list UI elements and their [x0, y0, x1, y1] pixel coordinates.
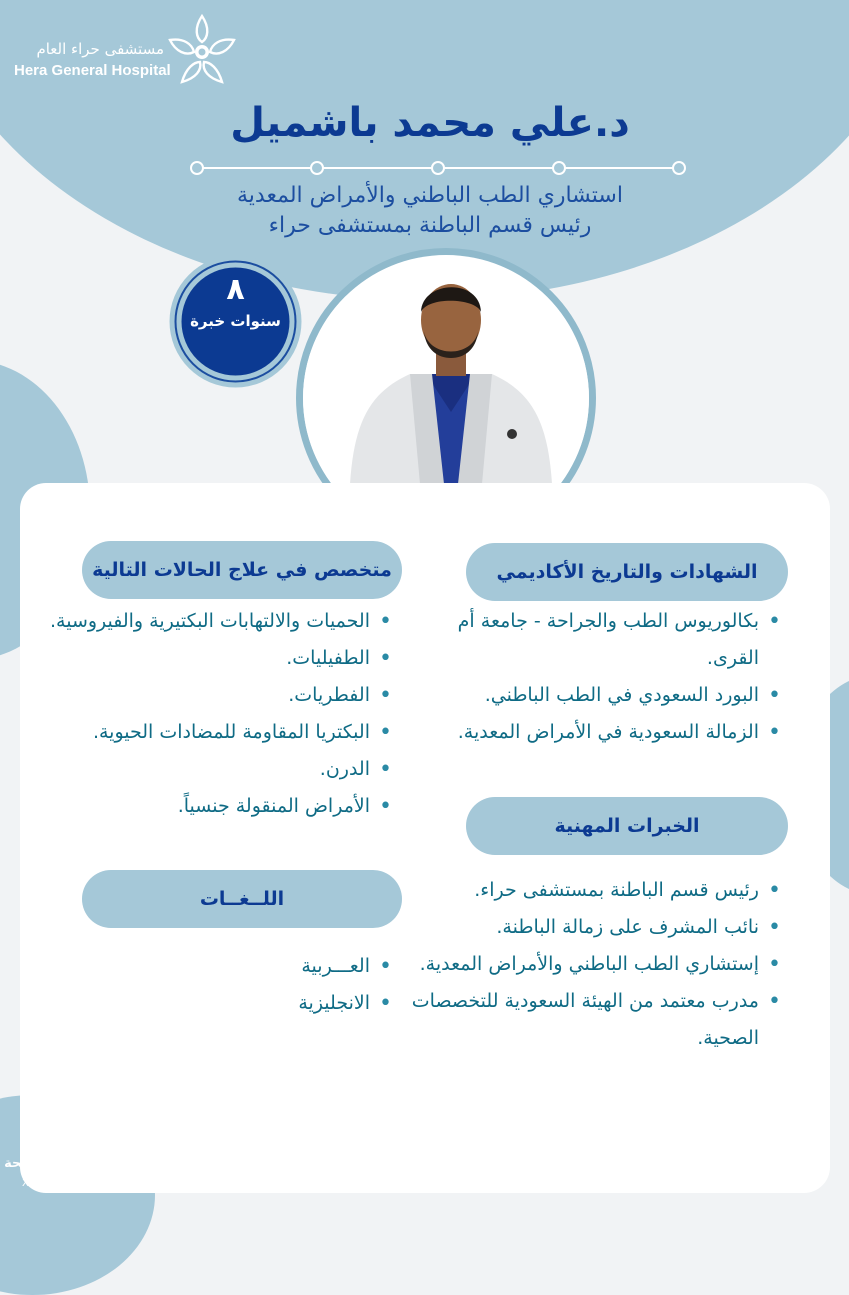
hospital-name-english: Hera General Hospital [14, 62, 171, 79]
experience-list [400, 872, 785, 1057]
list-item: • البورد السعودي في الطب الباطني. [400, 677, 785, 714]
experience-years-number: ٨ [226, 272, 245, 307]
social-handle: HGH_MOH [64, 1174, 111, 1184]
doctor-title-primary: استشاري الطب الباطني والأمراض المعدية [237, 183, 623, 208]
list-item: • الزمالة السعودية في الأمراض المعدية. [400, 714, 785, 751]
experience-years-label: سنوات خبرة [190, 312, 281, 330]
list-item: • الدرن. [8, 751, 396, 788]
specialties-heading: متخصص في علاج الحالات التالية [82, 541, 402, 599]
list-item: • مدرب معتمد من الهيئة السعودية للتخصصات الصحية. [400, 983, 785, 1057]
list-item: • نائب المشرف على زمالة الباطنة. [400, 909, 785, 946]
education-list [400, 603, 785, 751]
languages-heading: اللــغــات [82, 870, 402, 928]
doctor-photo [340, 262, 562, 484]
list-item: • الأمراض المنقولة جنسياً. [8, 788, 396, 825]
specialties-list [8, 603, 396, 825]
svg-text:X: X [22, 1178, 29, 1188]
list-item: • الطفيليات. [8, 640, 396, 677]
social-media-icons [22, 1176, 62, 1188]
hospital-name-arabic: مستشفى حراء العام [36, 40, 164, 58]
doctor-title-secondary: رئيس قسم الباطنة بمستشفى حراء [268, 213, 592, 238]
languages-list [210, 948, 396, 1022]
experience-heading: الخبرات المهنية [466, 797, 788, 855]
list-item: • إستشاري الطب الباطني والأمراض المعدية. [400, 946, 785, 983]
list-item: • الحميات والالتهابات البكتيرية والفيروسية. [8, 603, 396, 640]
list-item: • الانجليزية [210, 985, 396, 1022]
list-item: • رئيس قسم الباطنة بمستشفى حراء. [400, 872, 785, 909]
list-item: • العـــربية [210, 948, 396, 985]
education-heading: الشهادات والتاريخ الأكاديمي [466, 543, 788, 601]
list-item: • البكتريا المقاومة للمضادات الحيوية. [8, 714, 396, 751]
divider-line-decoration [188, 159, 688, 177]
list-item: • الفطريات. [8, 677, 396, 714]
list-item: • بكالوريوس الطب والجراحة - جامعة أم القرى. [400, 603, 785, 677]
doctor-name: د.علي محمد باشميل [230, 100, 630, 146]
hospital-logo-icon [160, 8, 244, 92]
footer-slogan: لتبقـى مكة بصحة [4, 1156, 114, 1171]
